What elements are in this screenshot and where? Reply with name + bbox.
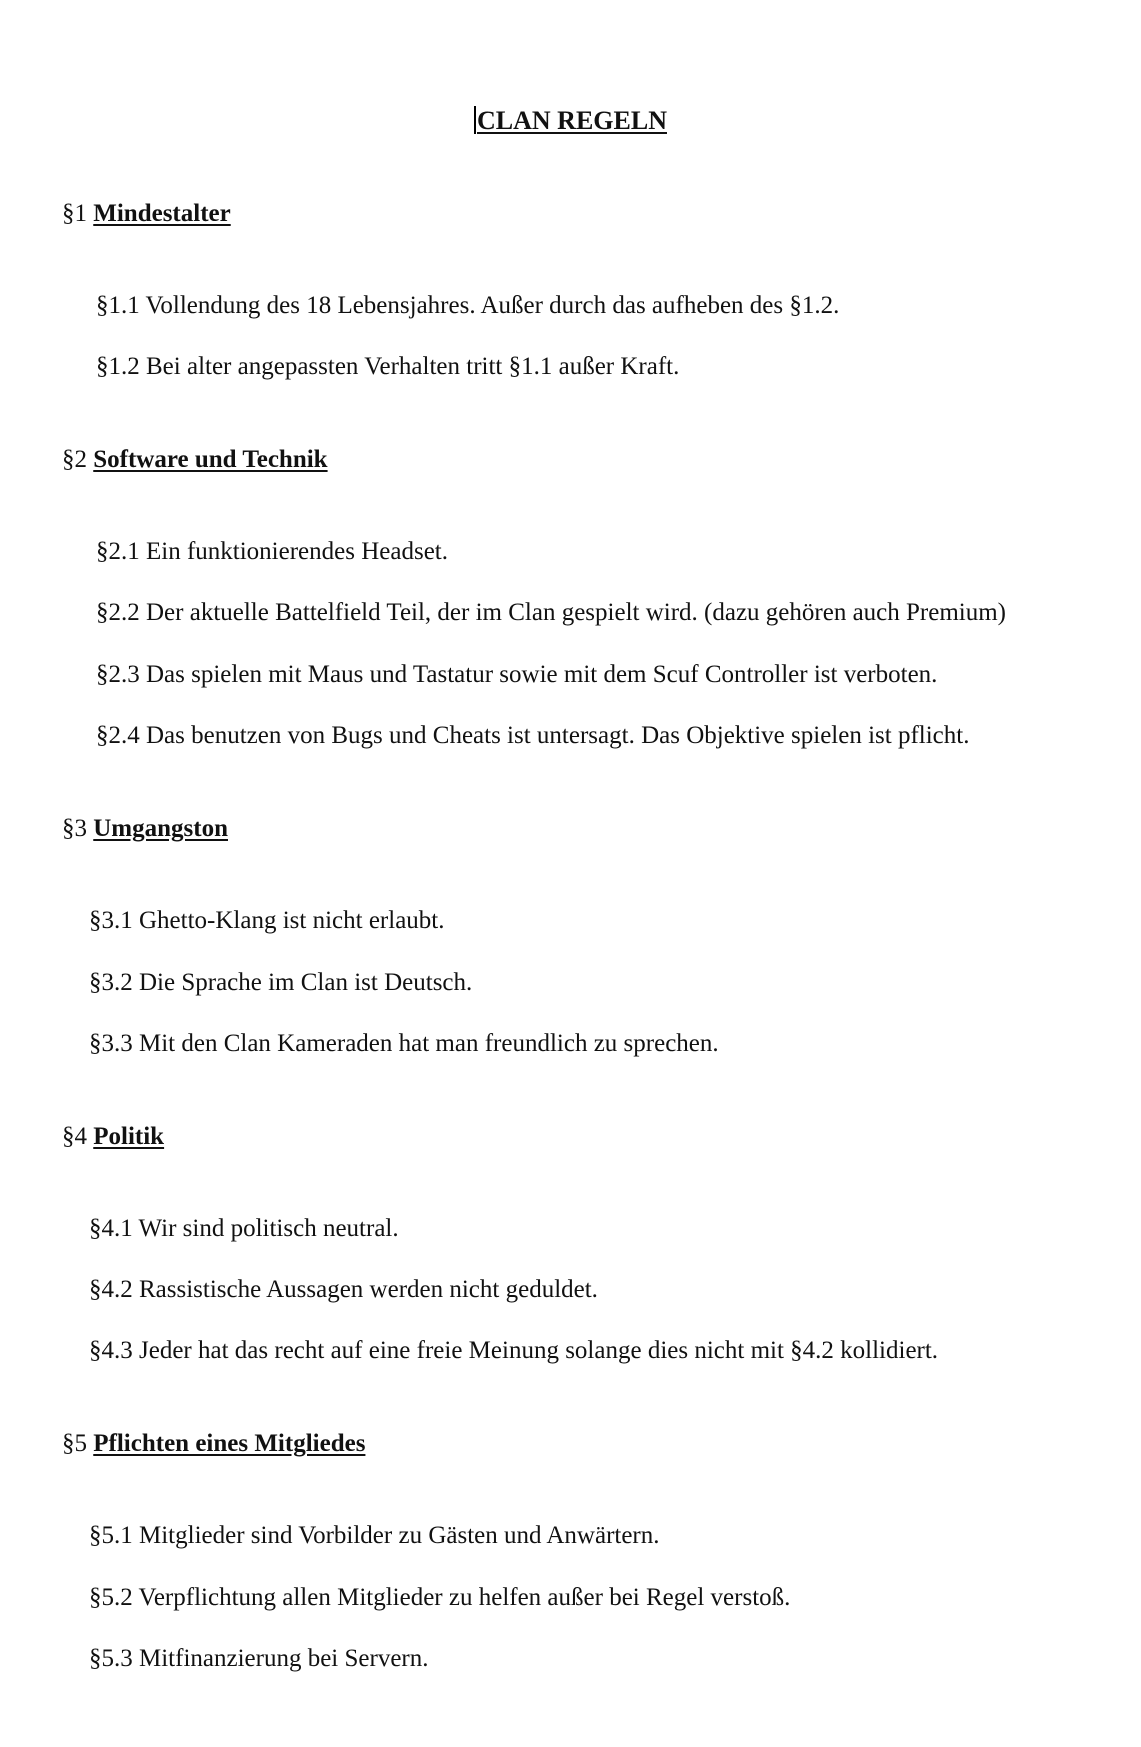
rule-item: §5.1 Mitglieder sind Vorbilder zu Gästen und Anwärtern. — [89, 1522, 660, 1549]
section-number: §3 — [62, 815, 87, 842]
rule-item: §4.1 Wir sind politisch neutral. — [89, 1215, 399, 1242]
section-heading-1 — [62, 199, 231, 229]
section-heading-4 — [62, 1122, 164, 1152]
rule-item: §5.2 Verpflichtung allen Mitglieder zu helfen außer bei Regel verstoß. — [89, 1584, 791, 1611]
rule-item: §2.2 Der aktuelle Battelfield Teil, der im Clan gespielt wird. (dazu gehören auch Premium) — [96, 599, 1007, 626]
section-heading-2 — [62, 445, 328, 475]
section-title: Pflichten eines Mitgliedes — [93, 1430, 366, 1457]
rule-item: §1.2 Bei alter angepassten Verhalten tritt §1.1 außer Kraft. — [96, 353, 680, 380]
rule-item: §4.3 Jeder hat das recht auf eine freie Meinung solange dies nicht mit §4.2 kollidiert. — [89, 1337, 939, 1364]
section-title: Umgangston — [93, 815, 228, 842]
section-number: §1 — [62, 200, 87, 227]
section-heading-3 — [62, 814, 228, 844]
section-title: Software und Technik — [93, 446, 328, 473]
rule-item: §2.1 Ein funktionierendes Headset. — [96, 538, 448, 565]
rule-item: §4.2 Rassistische Aussagen werden nicht geduldet. — [89, 1276, 598, 1303]
section-title: Mindestalter — [93, 200, 231, 227]
rule-item: §3.1 Ghetto-Klang ist nicht erlaubt. — [89, 907, 445, 934]
section-number: §2 — [62, 446, 87, 473]
rule-item: §2.4 Das benutzen von Bugs und Cheats ist untersagt. Das Objektive spielen ist pflicht. — [96, 722, 970, 749]
text-cursor — [474, 106, 476, 134]
section-title: Politik — [93, 1123, 165, 1150]
rule-item: §1.1 Vollendung des 18 Lebensjahres. Außer durch das aufheben des §1.2. — [96, 292, 840, 319]
section-number: §5 — [62, 1430, 87, 1457]
rule-item: §3.3 Mit den Clan Kameraden hat man freundlich zu sprechen. — [89, 1030, 719, 1057]
rule-item: §5.3 Mitfinanzierung bei Servern. — [89, 1645, 429, 1672]
section-heading-5 — [62, 1429, 365, 1459]
document-title — [0, 106, 1141, 136]
rule-item: §2.3 Das spielen mit Maus und Tastatur sowie mit dem Scuf Controller ist verboten. — [96, 661, 938, 688]
document-title-text: CLAN REGELN — [477, 106, 667, 135]
rule-item: §3.2 Die Sprache im Clan ist Deutsch. — [89, 969, 473, 996]
section-number: §4 — [62, 1123, 87, 1150]
